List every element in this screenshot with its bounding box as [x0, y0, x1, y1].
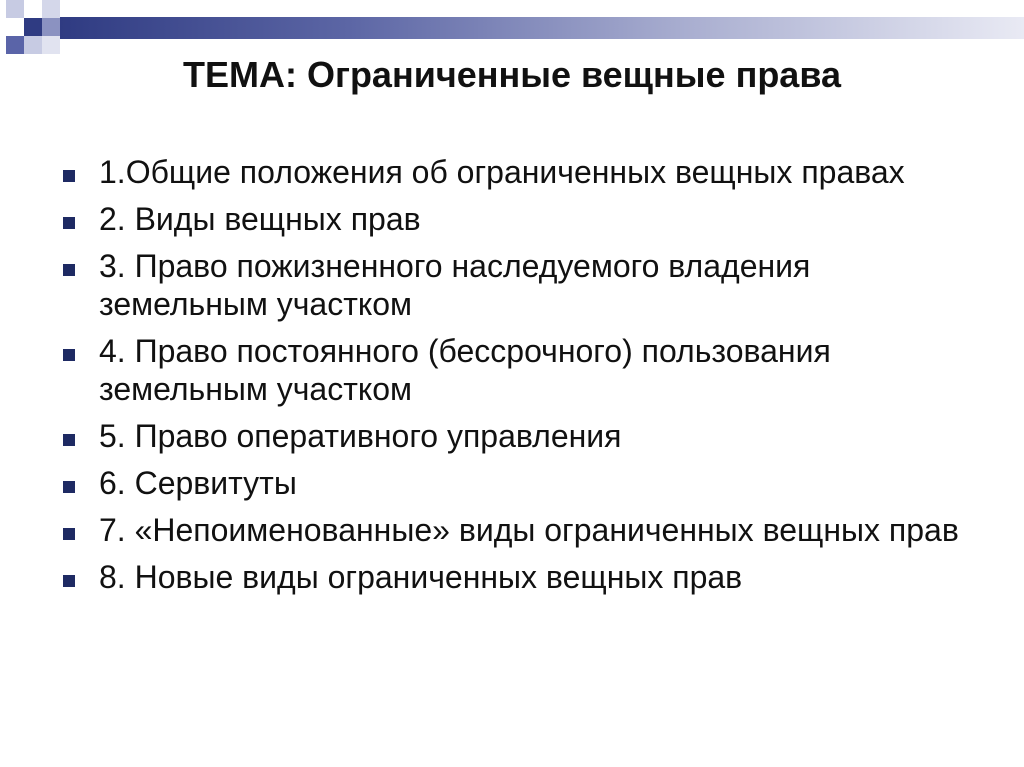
square-bullet-icon [63, 528, 75, 540]
square-bullet-icon [63, 481, 75, 493]
list-item [62, 558, 962, 596]
list-item [62, 153, 962, 191]
list-item [62, 247, 962, 323]
list-item-text: 1.Общие положения об ограниченных вещных правах [99, 154, 905, 190]
decor-square [42, 0, 60, 18]
list-item-text: 8. Новые виды ограниченных вещных прав [99, 559, 743, 595]
square-bullet-icon [63, 349, 75, 361]
list-item-text: 2. Виды вещных прав [99, 201, 421, 237]
decor-square [42, 18, 60, 36]
square-bullet-icon [63, 264, 75, 276]
list-item-text: 7. «Непоименованные» виды ограниченных вещных прав [99, 512, 959, 548]
list-item [62, 511, 962, 549]
list-item [62, 200, 962, 238]
list-item [62, 417, 962, 455]
list-item-text: 4. Право постоянного (бессрочного) пользования земельным участком [99, 333, 831, 407]
topic-list [62, 153, 962, 605]
list-item [62, 464, 962, 502]
decor-square [6, 0, 24, 18]
square-bullet-icon [63, 170, 75, 182]
square-bullet-icon [63, 217, 75, 229]
decor-square [24, 18, 42, 36]
list-item-text: 3. Право пожизненного наследуемого владения земельным участком [99, 248, 811, 322]
list-item-text: 6. Сервитуты [99, 465, 297, 501]
list-item-text: 5. Право оперативного управления [99, 418, 622, 454]
square-bullet-icon [63, 575, 75, 587]
list-item [62, 332, 962, 408]
top-gradient-band [60, 17, 1024, 39]
slide-title: ТЕМА: Ограниченные вещные права [182, 54, 842, 95]
square-bullet-icon [63, 434, 75, 446]
